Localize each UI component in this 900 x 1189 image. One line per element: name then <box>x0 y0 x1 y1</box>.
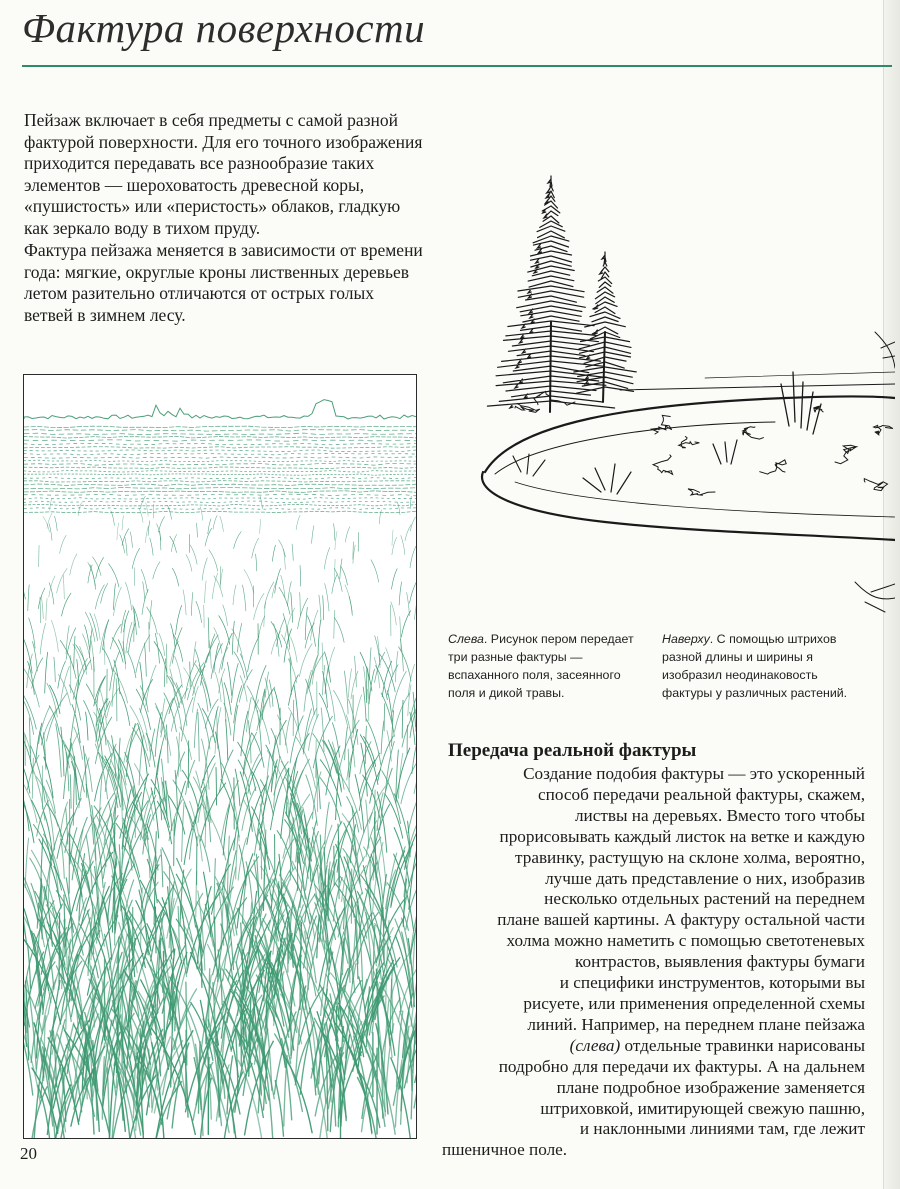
body-line: подробно для передачи их фактуры. А на дальнем <box>498 1056 865 1076</box>
body-line-rest: отдельные травинки нарисованы <box>620 1035 865 1055</box>
caption-top-lead: Наверху <box>662 632 710 646</box>
field-grass-illustration <box>23 374 417 1139</box>
section-heading: Передача реальной фактуры <box>448 740 697 761</box>
caption-left <box>448 630 648 702</box>
caption-top <box>662 630 857 702</box>
italic-reference: (слева) <box>569 1035 621 1055</box>
body-line: и наклонными линиями там, где лежит <box>579 1119 865 1139</box>
body-line: Создание подобия фактуры — это ускоренный <box>523 764 865 783</box>
body-line: лучше дать представление о них, изобразив <box>545 868 865 888</box>
body-line-mixed <box>425 1036 865 1057</box>
body-line: штриховкой, имитирующей свежую пашню, <box>540 1098 865 1118</box>
title-rule <box>22 65 892 67</box>
body-line: и специфики инструментов, которыми вы <box>559 973 865 993</box>
caption-left-text: . Рисунок пером передает три разные фактуры — вспаханного поля, засеянного поля и дикой травы. <box>448 632 634 700</box>
trees-path-illustration <box>455 172 895 622</box>
section-body <box>425 764 865 1161</box>
body-line: пшеничное поле. <box>442 1140 568 1160</box>
body-line: прорисовывать каждый листок на ветке и каждую <box>499 826 865 846</box>
body-line: листвы на деревьях. Вместо того чтобы <box>574 805 865 825</box>
intro-paragraph-2: Фактура пейзажа меняется в зависимости от времени года: мягкие, округлые кроны лиственных деревьев летом разительно отличаются от острых голых ветвей в зимнем лесу. <box>24 240 423 325</box>
caption-left-lead: Слева <box>448 632 484 646</box>
body-line: плане подробное изображение заменяется <box>556 1077 865 1097</box>
body-line: плане вашей картины. А фактуру остальной части <box>497 910 865 930</box>
body-line: несколько отдельных растений на переднем <box>544 889 865 909</box>
body-line: травинку, растущую на склоне холма, вероятно, <box>515 847 865 867</box>
page-title: Фактура поверхности <box>22 5 426 51</box>
body-line: способ передачи реальной фактуры, скажем, <box>538 784 865 804</box>
body-line: линий. Например, на переднем плане пейзажа <box>527 1014 865 1034</box>
caption-top-text: . С помощью штрихов разной длины и ширины я изобразил неодинаковость фактуры у различных растений. <box>662 632 848 700</box>
body-line: контрастов, выявления фактуры бумаги <box>575 952 865 972</box>
body-line: рисуете, или применения определенной схемы <box>523 993 865 1013</box>
intro-paragraph-1: Пейзаж включает в себя предметы с самой разной фактурой поверхности. Для его точного изображения приходится передавать все разнообразие таких элементов — шероховатость древесной коры, «пушистость» или «перистость» облаков, гладкую как зеркало воду в тихом пруду. <box>24 110 423 238</box>
trees-drawing <box>455 172 895 622</box>
page-number: 20 <box>20 1144 37 1163</box>
grass-drawing <box>24 375 416 1138</box>
body-line: холма можно наметить с помощью светотеневых <box>506 931 865 951</box>
